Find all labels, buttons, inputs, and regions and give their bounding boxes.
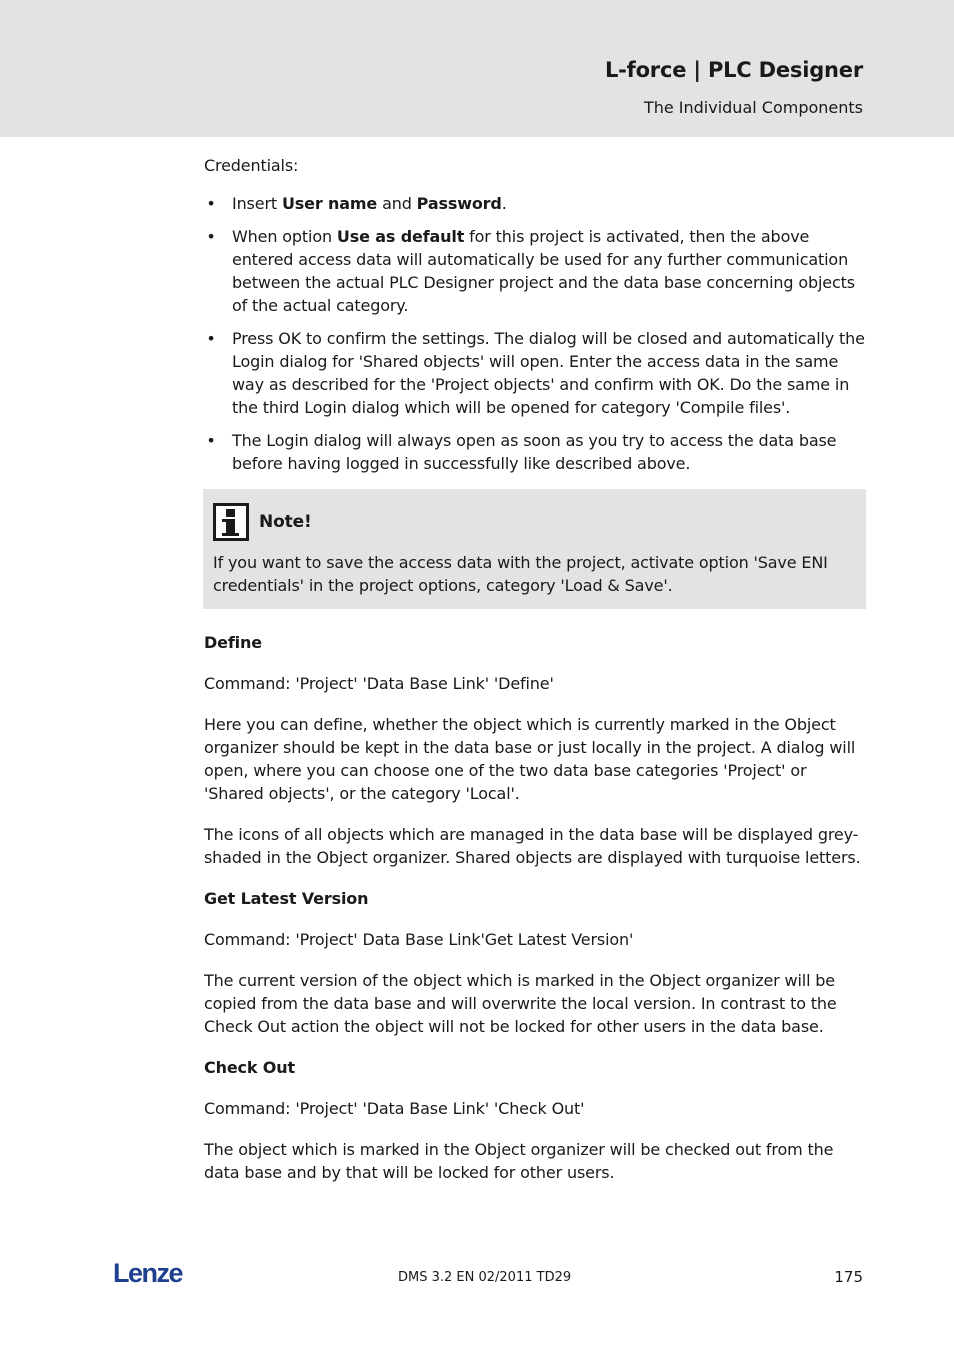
define-command: Command: 'Project' 'Data Base Link' 'Define' (204, 674, 554, 693)
list-item: • When option Use as default for this project is activated, then the above entered access data will automatically be used for any further communication between the actual PLC Designer project and the data base concerning objects of the actual category. (204, 225, 866, 317)
list-item: • Insert User name and Password. (204, 192, 866, 215)
chapter-title: The Individual Components (643, 98, 863, 117)
svg-text:Lenze: Lenze (113, 1258, 183, 1288)
latest-paragraph-1: The current version of the object which is marked in the Object organizer will be copied from the data base and will overwrite the local version. In contrast to the Check Out action the object will not be locked for other users in the data base. (204, 971, 837, 1036)
credentials-label: Credentials: (204, 156, 299, 175)
credentials-list (204, 192, 866, 475)
section-heading-get-latest: Get Latest Version (204, 889, 369, 908)
section-heading-define: Define (204, 633, 262, 652)
bullet-icon: • (206, 431, 216, 450)
document-title: L-force | PLC Designer (604, 58, 863, 82)
note-title: Note! (259, 511, 312, 532)
define-paragraph-2: The icons of all objects which are managed in the data base will be displayed grey-shaded in the Object organizer. Shared objects are displayed with turquoise letters. (204, 825, 861, 867)
bullet-icon: • (206, 329, 216, 348)
latest-command: Command: 'Project' Data Base Link'Get Latest Version' (204, 930, 634, 949)
info-icon (213, 503, 249, 541)
use-as-default-term: Use as default (336, 227, 465, 246)
note-box (203, 489, 866, 609)
document-reference: DMS 3.2 EN 02/2011 TD29 (398, 1270, 572, 1285)
list-item: • Press OK to confirm the settings. The dialog will be closed and automatically the Login dialog for 'Shared objects' will open. Enter the access data in the same way as described for the 'Project objects' and confirm with OK. Do the same in the third Login dialog which will be opened for category 'Compile files'. (204, 327, 866, 419)
user-name-term: User name (281, 194, 378, 213)
page-header (0, 0, 954, 137)
section-heading-check-out: Check Out (204, 1058, 295, 1077)
define-paragraph-1: Here you can define, whether the object which is currently marked in the Object organizer should be kept in the data base or just locally in the project. A dialog will open, where you can choose one of the two data base categories 'Project' or 'Shared objects', or the category 'Local'. (204, 715, 856, 803)
password-term: Password (416, 194, 502, 213)
bullet-icon: • (206, 227, 216, 246)
note-text: If you want to save the access data with the project, activate option 'Save ENI credentials' in the project options, category 'Load & Save'. (213, 553, 828, 595)
page-number: 175 (834, 1268, 863, 1286)
lenze-logo (113, 1258, 193, 1288)
list-item: • The Login dialog will always open as soon as you try to access the data base before having logged in successfully like described above. (204, 429, 866, 475)
main-content (204, 154, 866, 1202)
bullet-icon: • (206, 194, 216, 213)
checkout-paragraph-1: The object which is marked in the Object organizer will be checked out from the data base and by that will be locked for other users. (204, 1140, 834, 1182)
checkout-command: Command: 'Project' 'Data Base Link' 'Check Out' (204, 1099, 585, 1118)
